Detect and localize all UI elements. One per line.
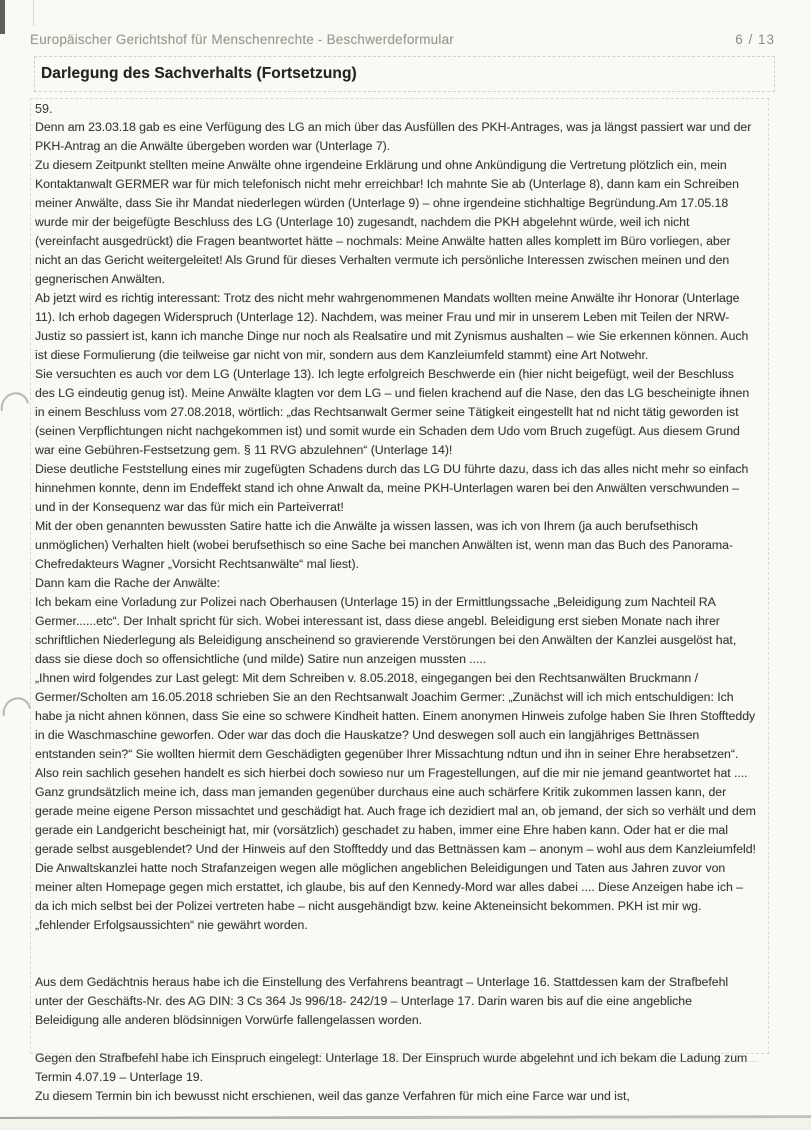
paragraph: Ich bekam eine Vorladung zur Polizei nach Oberhausen (Unterlage 15) in der Ermittlungssache „Beleidigung zum Nachteil RA Germer......etc“. Der Inhalt spricht für sich. Wobei interessant ist, dass diese angebl. Beleidigung erst sieben Monate nach ihrer schriftlichen Niederlegung als Beleidigung anscheinend so gravierende Verstörungen bei den Anwälten der Kanzlei ausgelöst hat, dass sie diese doch so offensichtliche (und milde) Satire nun anzeigen mussten ..... [35, 595, 737, 666]
paragraph: Aus dem Gedächtnis heraus habe ich die Einstellung des Verfahrens beantragt – Unterlage 16. Stattdessen kam der Strafbefehl unter der Geschäfts-Nr. des AG DIN: 3 Cs 364 Js 996/18- 242/19 – Unterlage 17. Darin waren bis auf die eine angebliche Beleidigung alle anderen blödsinnigen Vorwürfe fallengelassen worden. [35, 975, 729, 1027]
paragraph: „Ihnen wird folgendes zur Last gelegt: Mit dem Schreiben v. 8.05.2018, eingegangen bei den Rechtsanwälten Bruckmann / Germer/Scholten am 16.05.2018 schrieben Sie an den Rechtsanwalt Joachim Germer: „Zunächst will ich mich entschuldigen: Ich habe ja nicht ahnen können, dass Sie eine so schwere Kindheit hatten. Einem anonymen Hinweis zufolge haben Sie Ihren Stoffteddy in die Waschmaschine geworfen. Oder war das doch die Hauskatze? Und deswegen soll auch ein langjähriges Bettnässen entstanden sein?“ Sie wollten hiermit dem Geschädigten gegenüber Ihrer Missachtung ndtun und ihn in seiner Ehre herabsetzen“. Also rein sachlich gesehen handelt es sich hierbei doch sowieso nur um Fragestellungen, auf die mir nie jemand geantwortet hat .... [35, 671, 756, 780]
paragraph: Denn am 23.03.18 gab es eine Verfügung des LG an mich über das Ausfüllen des PKH-Antrages, was ja längst passiert war und der PKH-Antrag an die Anwälte übergeben worden war (Unterlage 7). [35, 120, 752, 153]
paragraph: Diese deutliche Feststellung eines mir zugefügten Schadens durch das LG DU führte dazu, dass ich das alles nicht mehr so einfach hinnehmen konnte, denn im Endeffekt stand ich ohne Anwalt da, meine PKH-Unterlagen waren bei den Anwälten verschwunden – und in der Konsequenz war das für mich ein Parteiverrat! [35, 462, 749, 514]
scan-edge-strip [0, 1119, 811, 1130]
paragraph: Ab jetzt wird es richtig interessant: Trotz des nicht mehr wahrgenommenen Mandats wollten meine Anwälte ihr Honorar (Unterlage 11). Ich erhob dagegen Widerspruch (Unterlage 12). Nachdem, was meiner Frau und mir in unserem Leben mit Teilen der NRW-Justiz so passiert ist, kann ich manche Dinge nur noch als Realsatire und mit Zynismus aushalten – wie Sie erkennen können. Auch ist diese Formulierung (die teilweise gar nicht von mir, sondern aus dem Kanzleiumfeld stammt) eine Art Notwehr. [35, 291, 749, 362]
paragraph: Gegen den Strafbefehl habe ich Einspruch eingelegt: Unterlage 18. Der Einspruch wurde abgelehnt und ich bekam die Ladung zum Termin 4.07.19 – Unterlage 19. [35, 1051, 748, 1084]
statement-text-box [30, 98, 769, 1103]
paragraph: Zu diesem Termin bin ich bewusst nicht erschienen, weil das ganze Verfahren für mich eine Farce war und ist, [35, 1089, 630, 1103]
body-paragraphs [35, 118, 756, 1106]
scan-artifact-corner [0, 0, 5, 34]
paragraph: Zu diesem Zeitpunkt stellten meine Anwälte ohne irgendeine Erklärung und ohne Ankündigung die Vertretung plötzlich ein, mein Kontaktanwalt GERMER war für mich telefonisch nicht mehr erreichbar! Ich mahnte Sie ab (Unterlage 8), dann kam ein Schreiben meiner Anwälte, dass Sie ihr Mandat niederlegen würden (Unterlage 9) – ohne irgendeine stichhaltige Begründung.Am 17.05.18 wurde mir der beigefügte Beschluss des LG (Unterlage 10) zugesandt, nachdem die PKH abgelehnt würde, weil ich nicht (vereinfacht ausgedrückt) die Fragen beantwortet hätte – nochmals: Meine Anwälte hatten alles komplett im Büro vorliegen, aber nicht an das Gericht weitergeleitet! Als Grund für dieses Verhalten vermute ich persönliche Interessen zwischen meinen und den gegnerischen Anwälten. [35, 158, 739, 286]
scan-artifact-line [33, 0, 34, 26]
section-heading: Darlegung des Sachverhalts (Fortsetzung) [41, 65, 357, 82]
paragraph: Mit der oben genannten bewussten Satire hatte ich die Anwälte ja wissen lassen, was ich von Ihrem (ja auch berufsethisch unmöglichen) Verhalten hielt (wobei berufsethisch so eine Sache bei manchen Anwälten ist, wenn man das Buch des Panorama-Chefredakteurs Wagner „Vorsicht Rechtsanwälte“ mal liest). [35, 519, 733, 571]
paragraph: Die Anwaltskanzlei hatte noch Strafanzeigen wegen alle möglichen angeblichen Beleidigungen und Taten aus Jahren zuvor von meiner alten Homepage gegen mich erstattet, ich glaube, bis auf den Kennedy-Mord war alles dabei .... Diese Anzeigen habe ich – da ich mich selbst bei der Polizei vertreten habe – nicht ausgehändigt bzw. keine Akteneinsicht bekommen. PKH ist mir wg. „fehlender Erfolgsaussichten“ nie gewährt worden. [35, 861, 743, 932]
section-heading-box [34, 56, 775, 92]
page-header [30, 32, 775, 47]
page-number: 6 / 13 [735, 32, 775, 47]
paragraph: Sie versuchten es auch vor dem LG (Unterlage 13). Ich legte erfolgreich Beschwerde ein (hier nicht beigefügt, weil der Beschluss des LG eindeutig genug ist). Meine Anwälte klagten vor dem LG – und fielen krachend auf die Nase, den das LG bescheinigte ihnen in einem Beschluss vom 27.08.2018, wörtlich: „das Rechtsanwalt Germer seine Tätigkeit eingestellt hat nd nicht tätig geworden ist (seinen Verpflichtungen nicht nachgekommen ist) und somit wurde ein Schaden dem Udo vom Bruch zugefügt. Aus diesem Grund war eine Gebühren-Festsetzung gem. § 11 RVG abzulehnen“ (Unterlage 14)! [35, 367, 750, 457]
form-title: Europäischer Gerichtshof für Menschenrechte - Beschwerdeformular [30, 32, 454, 47]
paragraph: Ganz grundsätzlich meine ich, dass man jemanden gegenüber durchaus eine auch schärfere Kritik zukommen lassen kann, der gerade meine eigene Person missachtet und geschädigt hat. Auch frage ich dezidiert mal an, ob jemand, der sich so verhält und dem gerade ein Landgericht bescheinigt hat, mir (vorsätzlich) geschadet zu haben, immer eine Ehre haben kann. Oder hat er die mal gerade selbst ausgeblendet? Und der Hinweis auf den Stoffteddy und das Bettnässen kam – anonym – wohl aus dem Kanzleiumfeld! [35, 785, 756, 856]
paragraph-number: 59. [35, 102, 53, 116]
paragraph: Dann kam die Rache der Anwälte: [35, 576, 221, 590]
